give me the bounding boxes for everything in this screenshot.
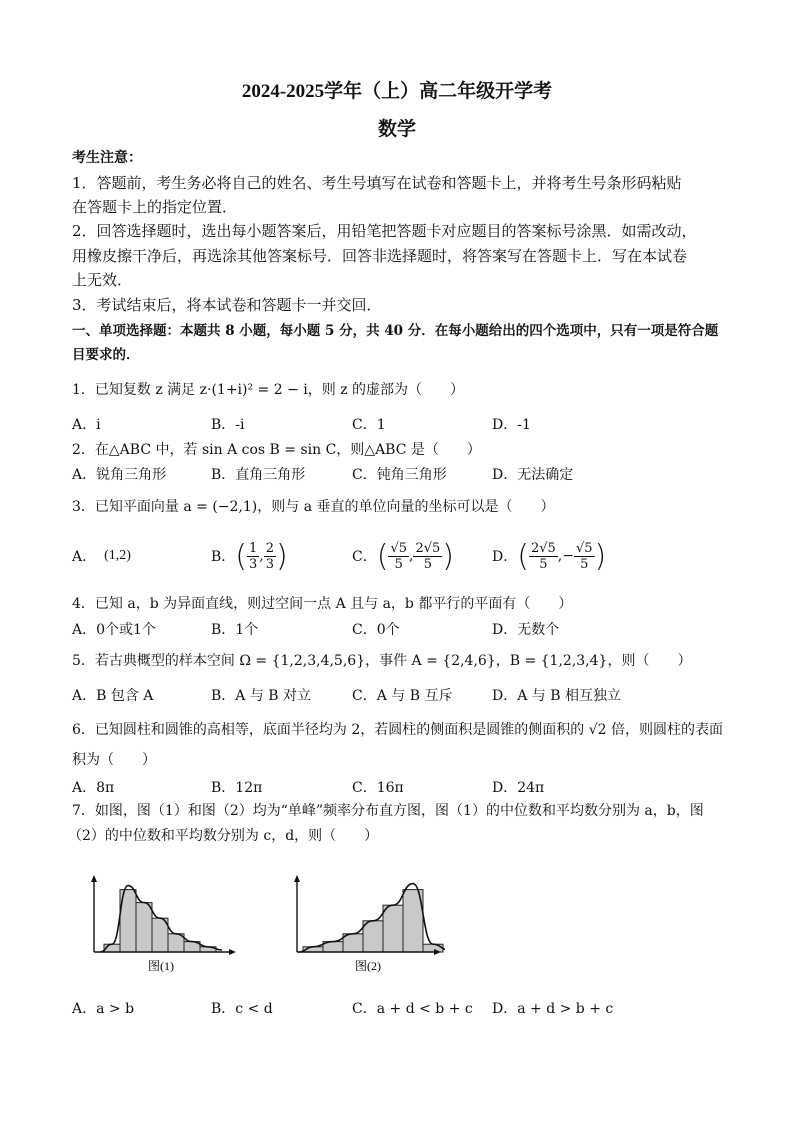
histogram-bar [136, 903, 152, 952]
q6-option-b[interactable]: B．12π [211, 780, 263, 796]
question-7-stem: 7．如图，图（1）和图（2）均为“单峰”频率分布直方图，图（1）的中位数和平均数分别为 a，b，图 [72, 803, 704, 819]
question-4-stem: 4．已知 a，b 为异面直线，则过空间一点 A 且与 a，b 都平行的平面有（ ） [72, 596, 573, 612]
q3-option-a-label: A． [72, 549, 97, 565]
q4-option-c[interactable]: C．0个 [352, 622, 400, 638]
q3-option-c[interactable]: C． ( $\frac{√5}{5}$ , $\frac{2√5}{5}$ ) [352, 538, 454, 574]
q6-option-a[interactable]: A．8π [72, 780, 115, 796]
q6-option-c[interactable]: C．16π [352, 780, 404, 796]
histogram-figure-1 [80, 872, 240, 977]
q1-option-d[interactable]: D．-1 [492, 417, 531, 433]
y-axis-arrow [294, 875, 300, 882]
histogram-1-bars [104, 890, 216, 952]
question-5-stem: 5．若古典概型的样本空间 Ω = {1,2,3,4,5,6}，事件 A = {2,4,6}，B = {1,2,3,4}，则（ ） [72, 653, 692, 669]
q7-option-c[interactable]: C．a + d < b + c [352, 1001, 473, 1017]
fraction: $\frac{2}{3}$ [265, 540, 275, 572]
question-6-stem: 6．已知圆柱和圆锥的高相等，底面半径均为 2，若圆柱的侧面积是圆锥的侧面积的 √2 倍，则圆柱的表面 [72, 722, 723, 738]
q1-option-a[interactable]: A．i [72, 417, 101, 433]
figure-1-caption: 图(1) [148, 959, 174, 973]
q7-option-d[interactable]: D．a + d > b + c [492, 1001, 614, 1017]
notice-line: 1．答题前，考生务必将自己的姓名、考生号填写在试卷和答题卡上，并将考生号条形码粘贴 [72, 174, 682, 192]
q3-option-b-label: B． [211, 549, 236, 565]
q7-option-b[interactable]: B．c < d [211, 1001, 273, 1017]
q5-option-b[interactable]: B．A 与 B 对立 [211, 688, 312, 704]
question-1-stem: 1．已知复数 z 满足 z·(1+i)² = 2 − i，则 z 的虚部为（ ） [72, 382, 465, 398]
notice-line: 3．考试结束后，将本试卷和答题卡一并交回． [72, 296, 382, 314]
notice-line: 上无效． [72, 271, 133, 289]
fraction: $\frac{2√5}{5}$ [415, 540, 441, 572]
exam-title: 2024-2025学年（上）高二年级开学考 [241, 81, 553, 102]
subject-title: 数学 [377, 119, 416, 140]
notice-line: 2．回答选择题时，选出每小题答案后，用铅笔把答题卡对应题目的答案标号涂黑．如需改动， [72, 222, 697, 240]
q2-option-b[interactable]: B．直角三角形 [211, 467, 306, 483]
open-paren: ( [235, 538, 248, 574]
histogram-bar [383, 905, 403, 952]
fraction: $\frac{1}{3}$ [249, 540, 258, 572]
q5-option-a[interactable]: A．B 包含 A [72, 688, 154, 704]
question-7-stem-cont: （2）的中位数和平均数分别为 c，d，则（ ） [68, 828, 379, 844]
open-paren: ( [376, 538, 389, 574]
q3-option-a-value: (1,2) [104, 548, 131, 563]
q4-option-d[interactable]: D．无数个 [492, 622, 560, 638]
q2-option-d[interactable]: D．无法确定 [492, 467, 574, 483]
open-paren: ( [517, 538, 529, 574]
histogram-bar [363, 921, 383, 952]
q3-option-c-label: C． [352, 549, 377, 565]
q2-option-a[interactable]: A．锐角三角形 [72, 467, 167, 483]
q4-option-a[interactable]: A．0个或1个 [72, 622, 156, 638]
q6-option-d[interactable]: D．24π [492, 780, 545, 796]
question-6-stem-cont: 积为（ ） [72, 752, 156, 768]
fraction: $\frac{√5}{5}$ [390, 540, 407, 572]
notice-line: 在答题卡上的指定位置． [72, 198, 238, 216]
question-3-stem: 3．已知平面向量 a = (−2,1)，则与 a 垂直的单位向量的坐标可以是（ ） [72, 499, 555, 515]
fraction: $\frac{2√5}{5}$ [530, 540, 556, 572]
close-paren: ) [276, 538, 288, 574]
section-heading: 一、单项选择题：本题共 8 小题，每小题 5 分，共 40 分．在每小题给出的四个选项中，只有一项是符合题 [72, 323, 719, 339]
fraction: $\frac{√5}{5}$ [575, 540, 593, 572]
question-2-stem: 2．在△ABC 中，若 sin A cos B = sin C，则△ABC 是（ ） [72, 442, 481, 458]
histogram-bar [423, 944, 443, 952]
close-paren: ) [594, 538, 607, 574]
notice-line: 用橡皮擦干净后，再选涂其他答案标号．回答非选择题时，将答案写在答题卡上．写在本试卷 [72, 247, 688, 265]
close-paren: ) [442, 538, 454, 574]
y-axis-arrow [91, 875, 97, 882]
q3-option-a[interactable] [72, 534, 131, 578]
q5-option-d[interactable]: D．A 与 B 相互独立 [492, 688, 621, 704]
q1-option-c[interactable]: C．1 [352, 417, 386, 433]
q1-option-b[interactable]: B．-i [211, 417, 245, 433]
notice-heading: 考生注意： [72, 150, 142, 166]
x-axis-arrow [229, 949, 236, 955]
q4-option-b[interactable]: B．1个 [211, 622, 259, 638]
q3-option-b[interactable]: B． ( $\frac{1}{3}$ , $\frac{2}{3}$ ) [211, 538, 288, 574]
q2-option-c[interactable]: C．钝角三角形 [352, 467, 447, 483]
q3-option-d[interactable]: D． ( $\frac{2√5}{5}$ ,− $\frac{√5}{5}$ ) [492, 538, 607, 574]
figure-2-caption: 图(2) [355, 959, 381, 973]
q7-option-a[interactable]: A．a > b [72, 1001, 135, 1017]
section-heading-cont: 目要求的． [72, 347, 140, 363]
q3-option-d-label: D． [492, 549, 518, 565]
q5-option-c[interactable]: C．A 与 B 互斥 [352, 688, 453, 704]
histogram-figure-2 [285, 872, 445, 977]
